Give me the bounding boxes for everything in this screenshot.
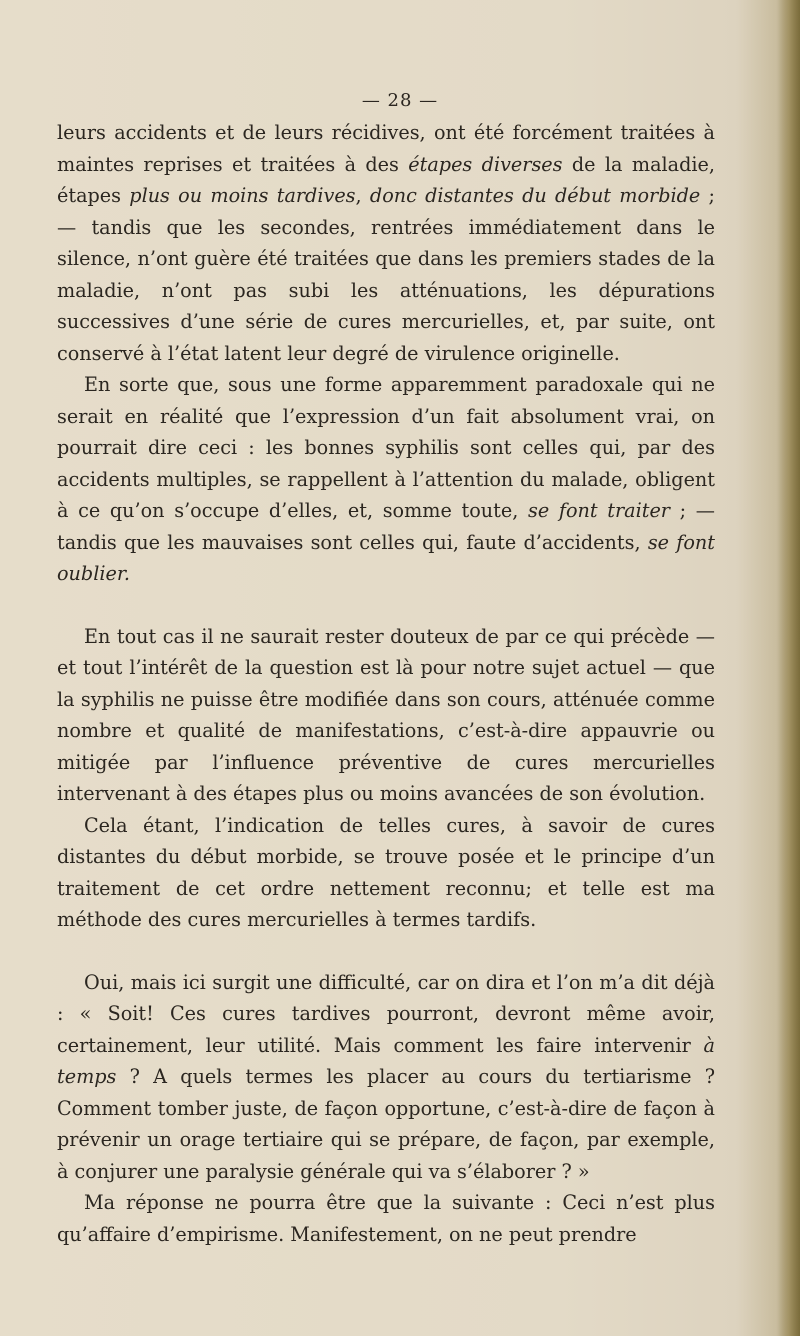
page-edge	[778, 0, 800, 1336]
page-number: — 28 —	[361, 90, 439, 111]
paragraph-4: Cela étant, l’indication de telles cures, à savoir de cures distantes du début morbide, se trouve posée et le principe d’un traitement de cet ordre nettement reconnu; et telle est ma méthode des cures mercurielles à termes tardifs.	[57, 813, 715, 931]
paragraph-3: En tout cas il ne saurait rester douteux de par ce qui précède — et tout l’intérêt de la question est là pour notre sujet actuel — que la syphilis ne puisse être modifiée dans son cours, atténuée comme nombre et qualité de manifestations, c’est-à-dire appauvrie ou mitigée par l’influence préventive de cures mercurielles intervenant à des étapes plus ou moins avancées de son évolution.	[57, 624, 715, 805]
paragraph-2: En sorte que, sous une forme apparemment paradoxale qui ne serait en réalité que l’expression d’un fait absolument vrai, on pourrait dire ceci : les bonnes syphilis sont celles qui, par des accidents multiples, se rappellent à l’attention du malade, obligent à ce qu’on s’occupe d’elles, et, somme toute, se font traiter ; — tandis que les mauvaises sont celles qui, faute d’accidents, se font oublier.	[57, 373, 715, 585]
paragraph-5: Oui, mais ici surgit une difficulté, car on dira et l’on m’a dit déjà : « Soit! Ces cures tardives pourront, devront même avoir, certainement, leur utilité. Mais comment les faire intervenir à temps ? A quels termes les placer au cours du tertiarisme ? Comment tomber juste, de façon opportune, c’est-à-dire de façon à prévenir un orage tertiaire qui se prépare, de façon, par exemple, à conjurer une paralysie générale qui va s’élaborer ? »	[57, 970, 715, 1183]
emphasis: donc distantes du début morbide	[369, 184, 701, 207]
paragraph-1: leurs accidents et de leurs récidives, ont été forcément traitées à maintes reprises et traitées à des étapes diverses de la maladie, étapes plus ou moins tardives, donc distantes du début morbide ; — tandis que les secondes, rentrées immédiatement dans le silence, n’ont guère été traitées que dans les premiers stades de la maladie, n’ont pas subi les atténuations, les dépurations successives d’une série de cures mercurielles, et, par suite, ont conservé à l’état latent leur degré de virulence originelle.	[57, 121, 716, 365]
emphasis: plus ou moins tardives	[129, 184, 356, 207]
emphasis: se font traiter	[528, 499, 670, 522]
body-text	[57, 117, 715, 1250]
emphasis: étapes diverses	[408, 152, 563, 176]
paragraph-6: Ma réponse ne pourra être que la suivante : Ceci n’est plus qu’affaire d’empirisme. Manifestement, on ne peut prendre	[57, 1191, 715, 1246]
emphasis: à temps	[57, 1033, 715, 1088]
emphasis: se font oublier.	[57, 530, 715, 585]
